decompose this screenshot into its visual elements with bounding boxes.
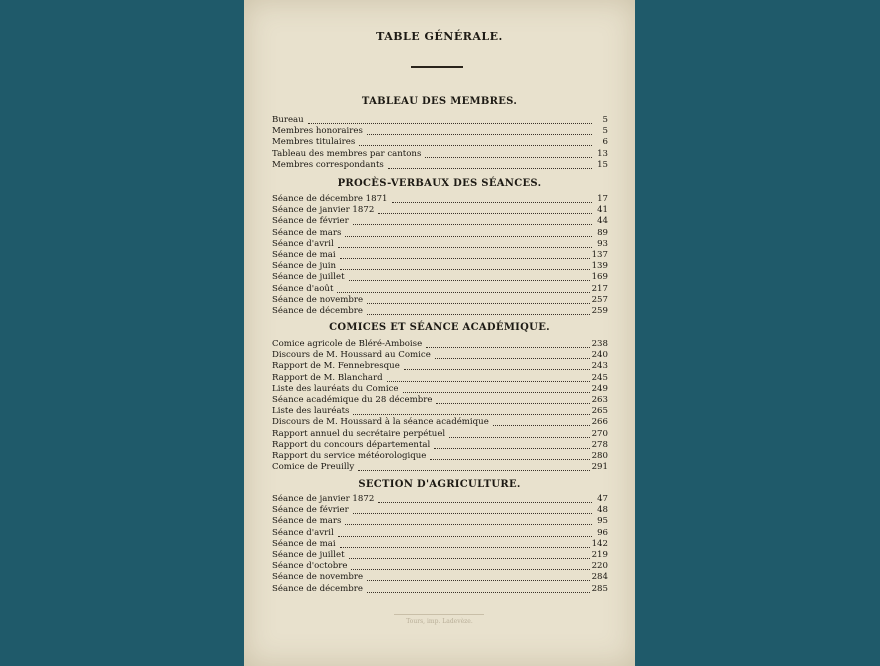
toc-entry-label: Membres honoraires — [272, 126, 363, 137]
dot-leader — [358, 469, 589, 471]
toc-entry-label: Séance de juillet — [272, 550, 345, 560]
toc-entry-page: 238 — [591, 339, 608, 349]
toc-entry-label: Liste des lauréats du Comice — [272, 383, 399, 394]
toc-entry-page: 96 — [597, 527, 608, 538]
toc-entry-label: Séance de juillet — [272, 272, 345, 283]
toc-entry-page: 44 — [597, 216, 608, 227]
toc-entry — [272, 137, 608, 148]
toc-entry-page: 142 — [591, 538, 608, 549]
toc-entry — [272, 239, 608, 250]
dot-leader — [338, 246, 592, 248]
toc-entry — [272, 205, 608, 216]
toc-entry-page: 217 — [591, 283, 608, 294]
dot-leader — [345, 523, 592, 525]
dot-leader — [340, 257, 590, 259]
toc-entry — [272, 272, 608, 283]
toc-entry-label: Séance de novembre — [272, 572, 364, 583]
printer-footer: Tours, imp. Ladevèze. — [406, 618, 473, 625]
dot-leader — [340, 268, 590, 270]
toc-entry-page: 13 — [597, 148, 608, 159]
toc-entry-label: Comice agricole de Bléré-Amboise — [272, 339, 423, 349]
toc-entry-label: Bureau — [272, 115, 304, 125]
toc-entry-page: 93 — [597, 238, 608, 249]
toc-entry-label: Séance d'octobre — [272, 561, 348, 572]
toc-entry-label: Rapport du service météorologique — [272, 451, 427, 461]
dot-leader — [387, 380, 590, 382]
toc-entry-page: 265 — [591, 406, 608, 417]
toc-entry — [272, 494, 608, 505]
toc-entry-page: 17 — [597, 194, 608, 204]
toc-entry-label: Séance de juin — [272, 261, 337, 272]
toc-entry-page: 47 — [597, 494, 608, 504]
dot-leader — [449, 436, 589, 438]
toc-entry-label: Séance de février — [272, 505, 349, 516]
toc-entry — [272, 261, 608, 272]
dot-leader — [353, 223, 592, 225]
toc-entry — [272, 528, 608, 539]
dot-leader — [403, 391, 590, 393]
toc-entry — [272, 384, 608, 395]
toc-entry-label: Séance de mai — [272, 538, 336, 549]
dot-leader — [349, 279, 590, 281]
dot-leader — [308, 122, 592, 124]
dot-leader — [378, 501, 592, 503]
toc-entry — [272, 250, 608, 261]
toc-entry — [272, 284, 608, 295]
toc-entry-label: Tableau des membres par cantons — [272, 148, 422, 159]
toc-entry-label: Séance de décembre 1871 — [272, 194, 388, 204]
dot-leader — [349, 557, 590, 559]
footer-divider — [394, 614, 484, 615]
toc-entry — [272, 451, 608, 462]
dot-leader — [404, 368, 590, 370]
toc-entry — [272, 429, 608, 440]
toc-entry — [272, 462, 608, 473]
toc-entry — [272, 306, 608, 317]
toc-entry-label: Membres correspondants — [272, 159, 384, 170]
toc-entry-label: Rapport du concours départemental — [272, 439, 431, 450]
toc-entry — [272, 395, 608, 406]
toc-entry-label: Séance de mars — [272, 516, 342, 527]
toc-entry — [272, 516, 608, 527]
dot-leader — [378, 212, 592, 214]
toc-entry-page: 169 — [591, 272, 608, 283]
toc-entry — [272, 361, 608, 372]
toc-entry-label: Rapport de M. Fennebresque — [272, 361, 400, 372]
dot-leader — [367, 579, 590, 581]
toc-entry-page: 284 — [591, 572, 608, 583]
dot-leader — [353, 512, 592, 514]
dot-leader — [392, 201, 592, 203]
dot-leader — [425, 156, 592, 158]
toc-entry — [272, 216, 608, 227]
dot-leader — [388, 167, 592, 169]
dot-leader — [426, 346, 589, 348]
toc-entry-page: 95 — [597, 516, 608, 527]
toc-entry-page: 48 — [597, 505, 608, 516]
toc-entry-page: 245 — [591, 372, 608, 383]
toc-entry — [272, 350, 608, 361]
toc-entry-label: Comice de Preuilly — [272, 462, 355, 473]
dot-leader — [351, 568, 589, 570]
toc-entry — [272, 339, 608, 350]
toc-entry-page: 5 — [602, 126, 608, 137]
toc-entry-label: Séance d'août — [272, 283, 334, 294]
toc-entry-label: Séance de novembre — [272, 294, 364, 305]
toc-entry — [272, 194, 608, 205]
toc-entry-label: Discours de M. Houssard au Comice — [272, 350, 431, 361]
toc-entry-page: 6 — [602, 137, 608, 148]
toc-entry-page: 270 — [591, 428, 608, 439]
dot-leader — [338, 535, 592, 537]
toc-entry — [272, 115, 608, 126]
toc-entry-page: 139 — [591, 261, 608, 272]
toc-entry — [272, 295, 608, 306]
title-divider — [411, 66, 463, 68]
toc-entry — [272, 126, 608, 137]
toc-entry-label: Séance de décembre — [272, 583, 363, 594]
toc-entry-page: 5 — [602, 115, 608, 125]
dot-leader — [337, 291, 589, 293]
toc-entry-label: Membres titulaires — [272, 137, 356, 148]
section-title: PROCÈS-VERBAUX DES SÉANCES. — [337, 178, 542, 189]
toc-entry-page: 41 — [597, 205, 608, 216]
toc-entry-label: Séance d'avril — [272, 527, 334, 538]
toc-entry-page: 263 — [591, 395, 608, 405]
toc-entry-page: 89 — [597, 227, 608, 238]
toc-entry — [272, 440, 608, 451]
dot-leader — [436, 402, 589, 404]
toc-entry — [272, 160, 608, 171]
toc-entry-page: 137 — [591, 250, 608, 260]
toc-entry-page: 278 — [591, 439, 608, 450]
dot-leader — [434, 447, 589, 449]
toc-entry-label: Discours de M. Houssard à la séance académique — [272, 417, 489, 428]
toc-entry-page: 15 — [597, 159, 608, 170]
toc-entry-label: Séance de janvier 1872 — [272, 494, 375, 504]
dot-leader — [430, 458, 589, 460]
toc-entry — [272, 550, 608, 561]
section-title: TABLEAU DES MEMBRES. — [361, 96, 518, 107]
toc-entry-label: Séance de février — [272, 216, 349, 227]
dot-leader — [367, 302, 590, 304]
toc-entry-page: 266 — [591, 417, 608, 428]
toc-entry-page: 280 — [591, 451, 608, 461]
page-title: TABLE GÉNÉRALE. — [376, 30, 503, 43]
dot-leader — [345, 235, 592, 237]
toc-entry-page: 257 — [591, 294, 608, 305]
toc-entry-label: Séance de mars — [272, 227, 342, 238]
toc-entry — [272, 505, 608, 516]
toc-entry-page: 259 — [591, 306, 608, 316]
document-page — [244, 0, 635, 666]
toc-entry-label: Rapport annuel du secrétaire perpétuel — [272, 428, 446, 439]
toc-entry-page: 220 — [591, 561, 608, 572]
dot-leader — [493, 424, 590, 426]
toc-entry-label: Séance d'avril — [272, 238, 334, 249]
toc-entry-label: Séance de décembre — [272, 306, 363, 316]
dot-leader — [359, 144, 592, 146]
dot-leader — [367, 591, 590, 593]
toc-entry — [272, 149, 608, 160]
toc-entry-label: Séance de janvier 1872 — [272, 205, 375, 216]
dot-leader — [340, 546, 590, 548]
toc-entry-page: 219 — [591, 550, 608, 560]
toc-entry — [272, 373, 608, 384]
section-title: COMICES ET SÉANCE ACADÉMIQUE. — [329, 322, 550, 333]
toc-entry — [272, 417, 608, 428]
dot-leader — [353, 413, 589, 415]
toc-entry — [272, 539, 608, 550]
dot-leader — [435, 357, 590, 359]
toc-entry-label: Séance de mai — [272, 250, 336, 260]
dot-leader — [367, 133, 592, 135]
toc-entry-page: 240 — [591, 350, 608, 361]
toc-entry — [272, 561, 608, 572]
toc-entry-page: 243 — [591, 361, 608, 372]
toc-entry-page: 249 — [591, 383, 608, 394]
toc-entry-label: Séance académique du 28 décembre — [272, 395, 433, 405]
toc-entry-label: Rapport de M. Blanchard — [272, 372, 383, 383]
toc-entry-page: 285 — [591, 583, 608, 594]
section-title: SECTION D'AGRICULTURE. — [358, 479, 521, 490]
toc-entry — [272, 584, 608, 595]
toc-entry — [272, 572, 608, 583]
dot-leader — [367, 313, 590, 315]
toc-entry-label: Liste des lauréats — [272, 406, 350, 417]
toc-entry — [272, 406, 608, 417]
toc-entry-page: 291 — [591, 462, 608, 473]
toc-entry — [272, 228, 608, 239]
